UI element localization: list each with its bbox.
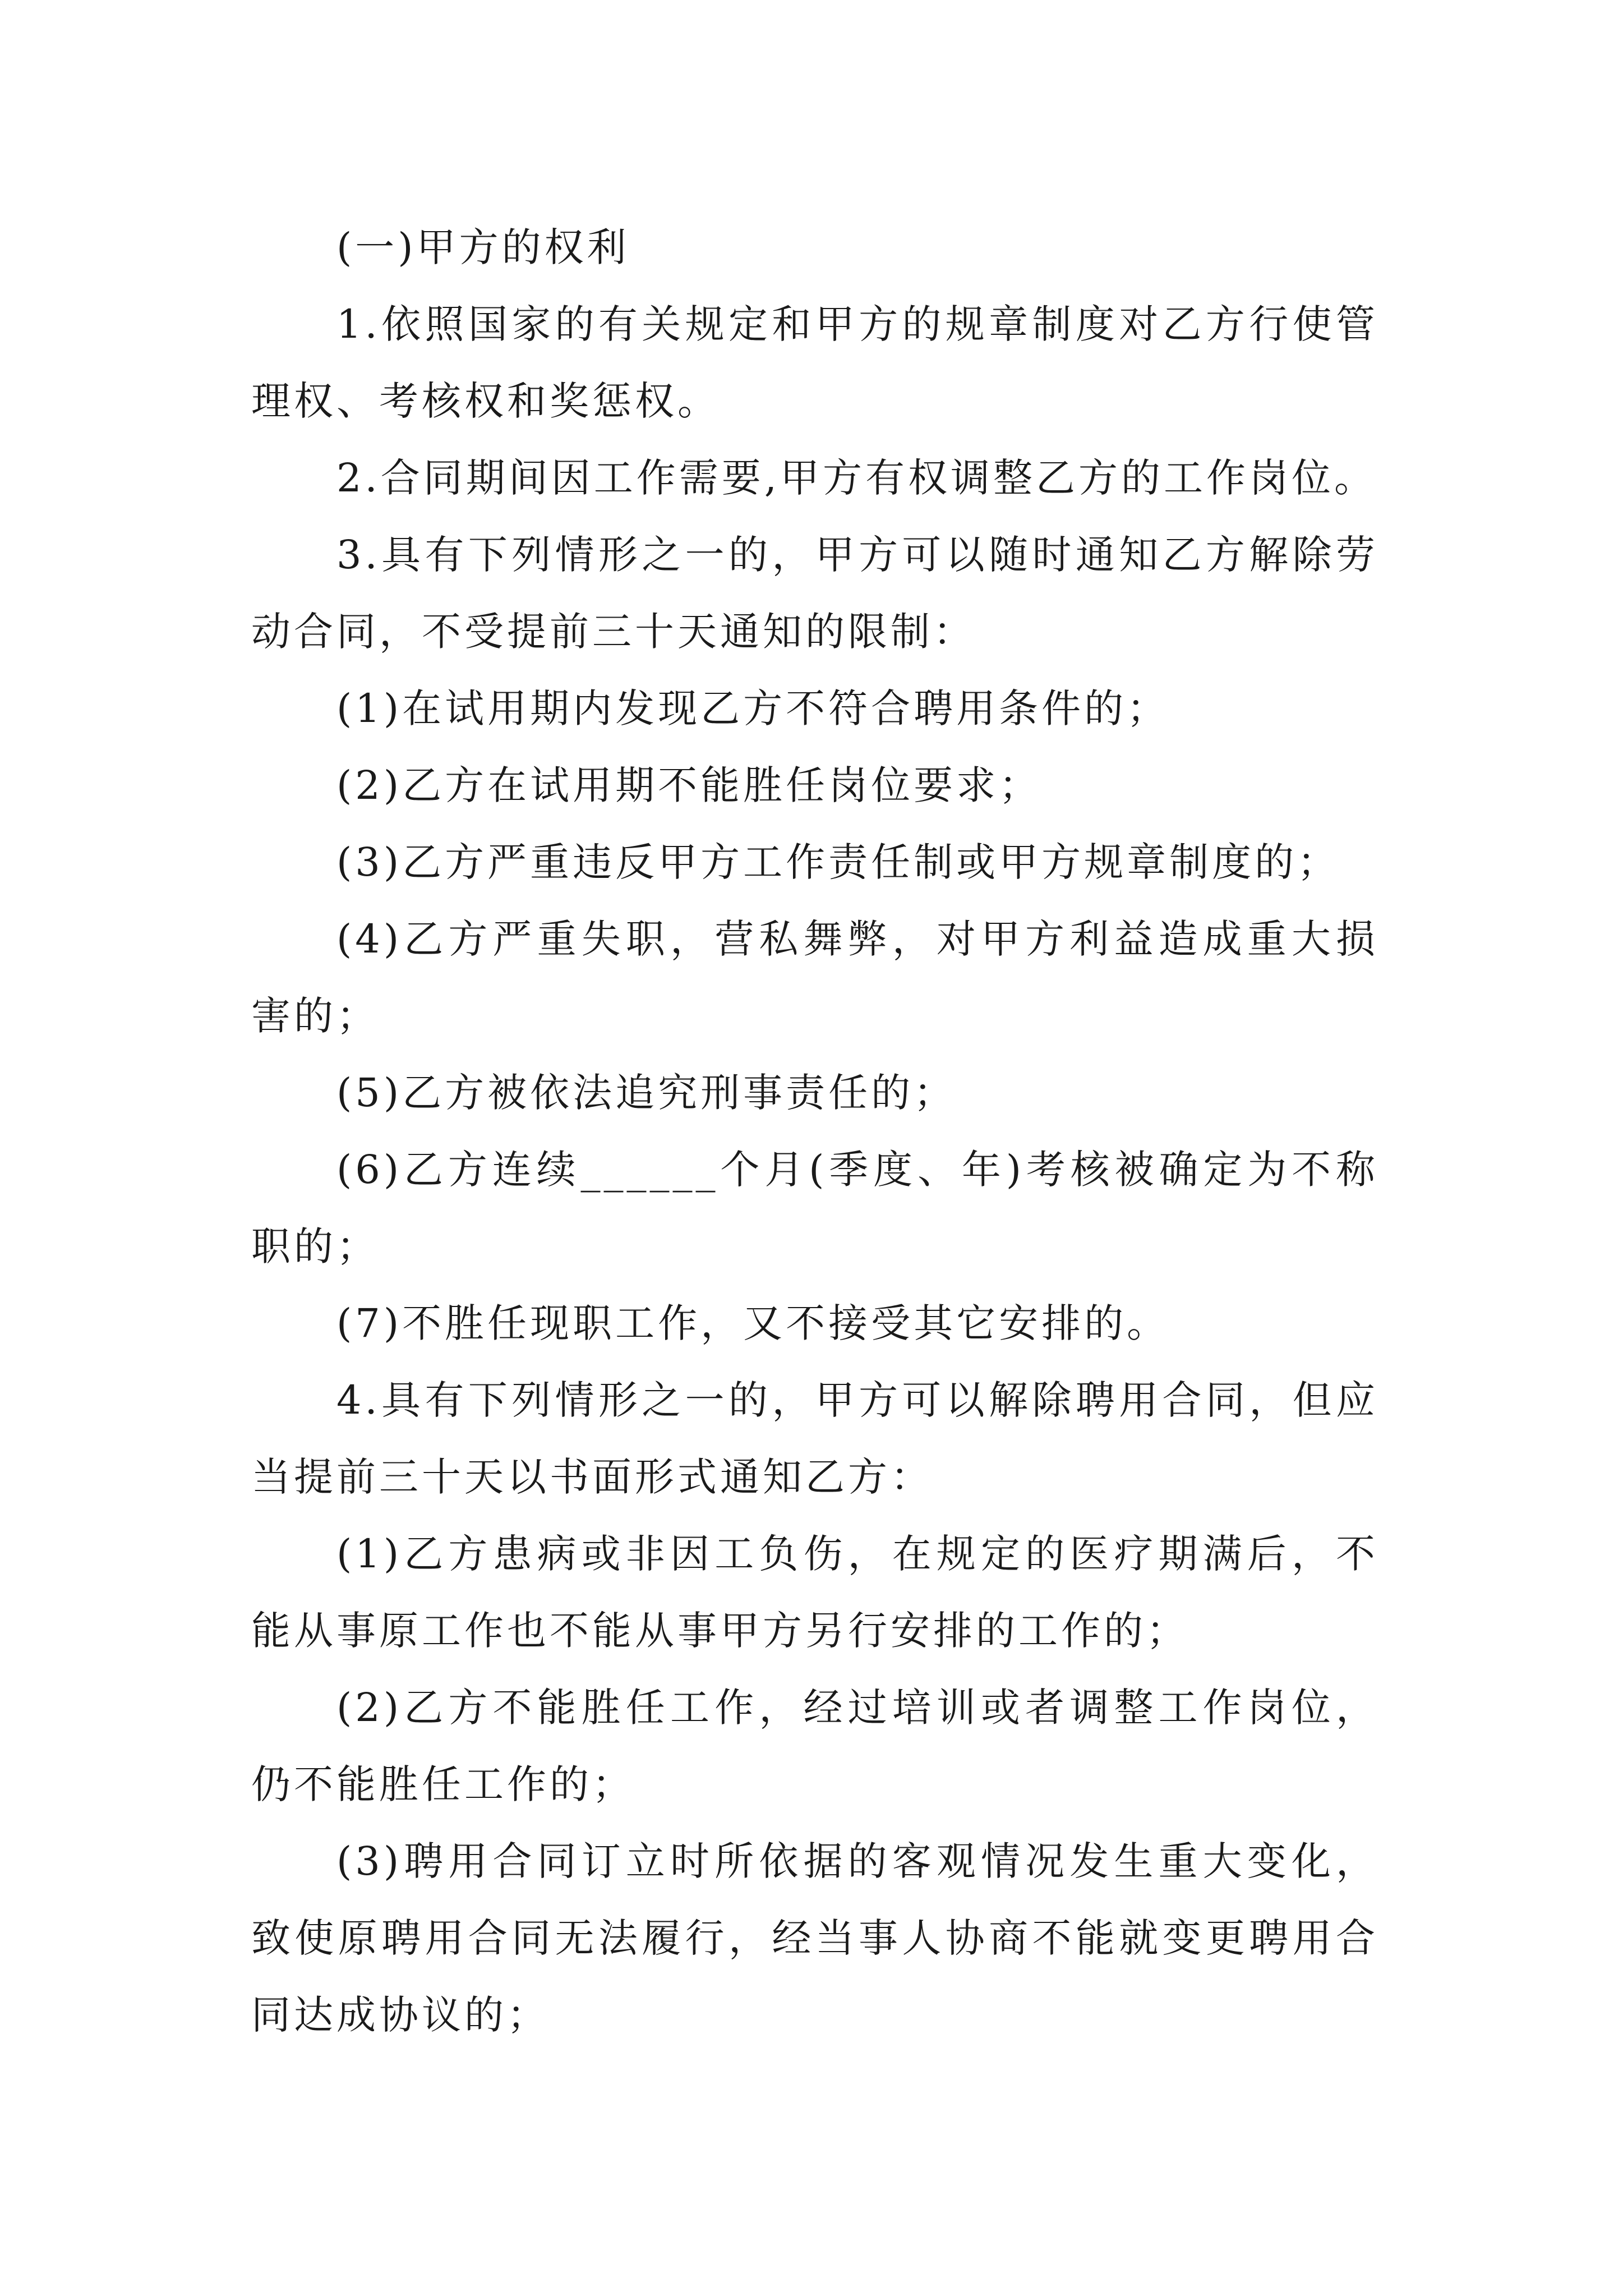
clause-3-item-4: (4)乙方严重失职，营私舞弊，对甲方利益造成重大损害的； [251,916,1378,1039]
clause-4-item-2: (2)乙方不能胜任工作，经过培训或者调整工作岗位，仍不能胜任工作的； [251,1685,1378,1807]
clause-3-item-5: (5)乙方被依法追究刑事责任的； [336,1070,957,1116]
clause-2: 2.合同期间因工作需要,甲方有权调整乙方的工作岗位。 [336,455,1377,501]
clause-1: 1.依照国家的有关规定和甲方的规章制度对乙方行使管理权、考核权和奖惩权。 [251,301,1378,424]
clause-3-item-6: (6)乙方连续______个月(季度、年)考核被确定为不称职的； [251,1147,1378,1269]
clause-3-item-2: (2)乙方在试用期不能胜任岗位要求； [336,762,1042,808]
section-heading-party-a-rights: (一)甲方的权利 [336,224,630,270]
clause-4-item-3: (3)聘用合同订立时所依据的客观情况发生重大变化，致使原聘用合同无法履行，经当事人协商不能就变更聘用合同达成协议的； [251,1838,1378,2038]
clause-3-item-1: (1)在试用期内发现乙方不符合聘用条件的； [336,685,1170,731]
clause-3-item-3: (3)乙方严重违反甲方工作责任制或甲方规章制度的； [336,839,1340,885]
clause-3: 3.具有下列情形之一的，甲方可以随时通知乙方解除劳动合同，不受提前三十天通知的限制： [251,532,1378,655]
document-body [251,209,1378,2054]
clause-4: 4.具有下列情形之一的，甲方可以解除聘用合同，但应当提前三十天以书面形式通知乙方： [251,1377,1378,1500]
clause-4-item-1: (1)乙方患病或非因工负伤，在规定的医疗期满后，不能从事原工作也不能从事甲方另行安排的工作的； [251,1531,1378,1654]
clause-3-item-7: (7)不胜任现职工作，又不接受其它安排的。 [336,1300,1170,1346]
